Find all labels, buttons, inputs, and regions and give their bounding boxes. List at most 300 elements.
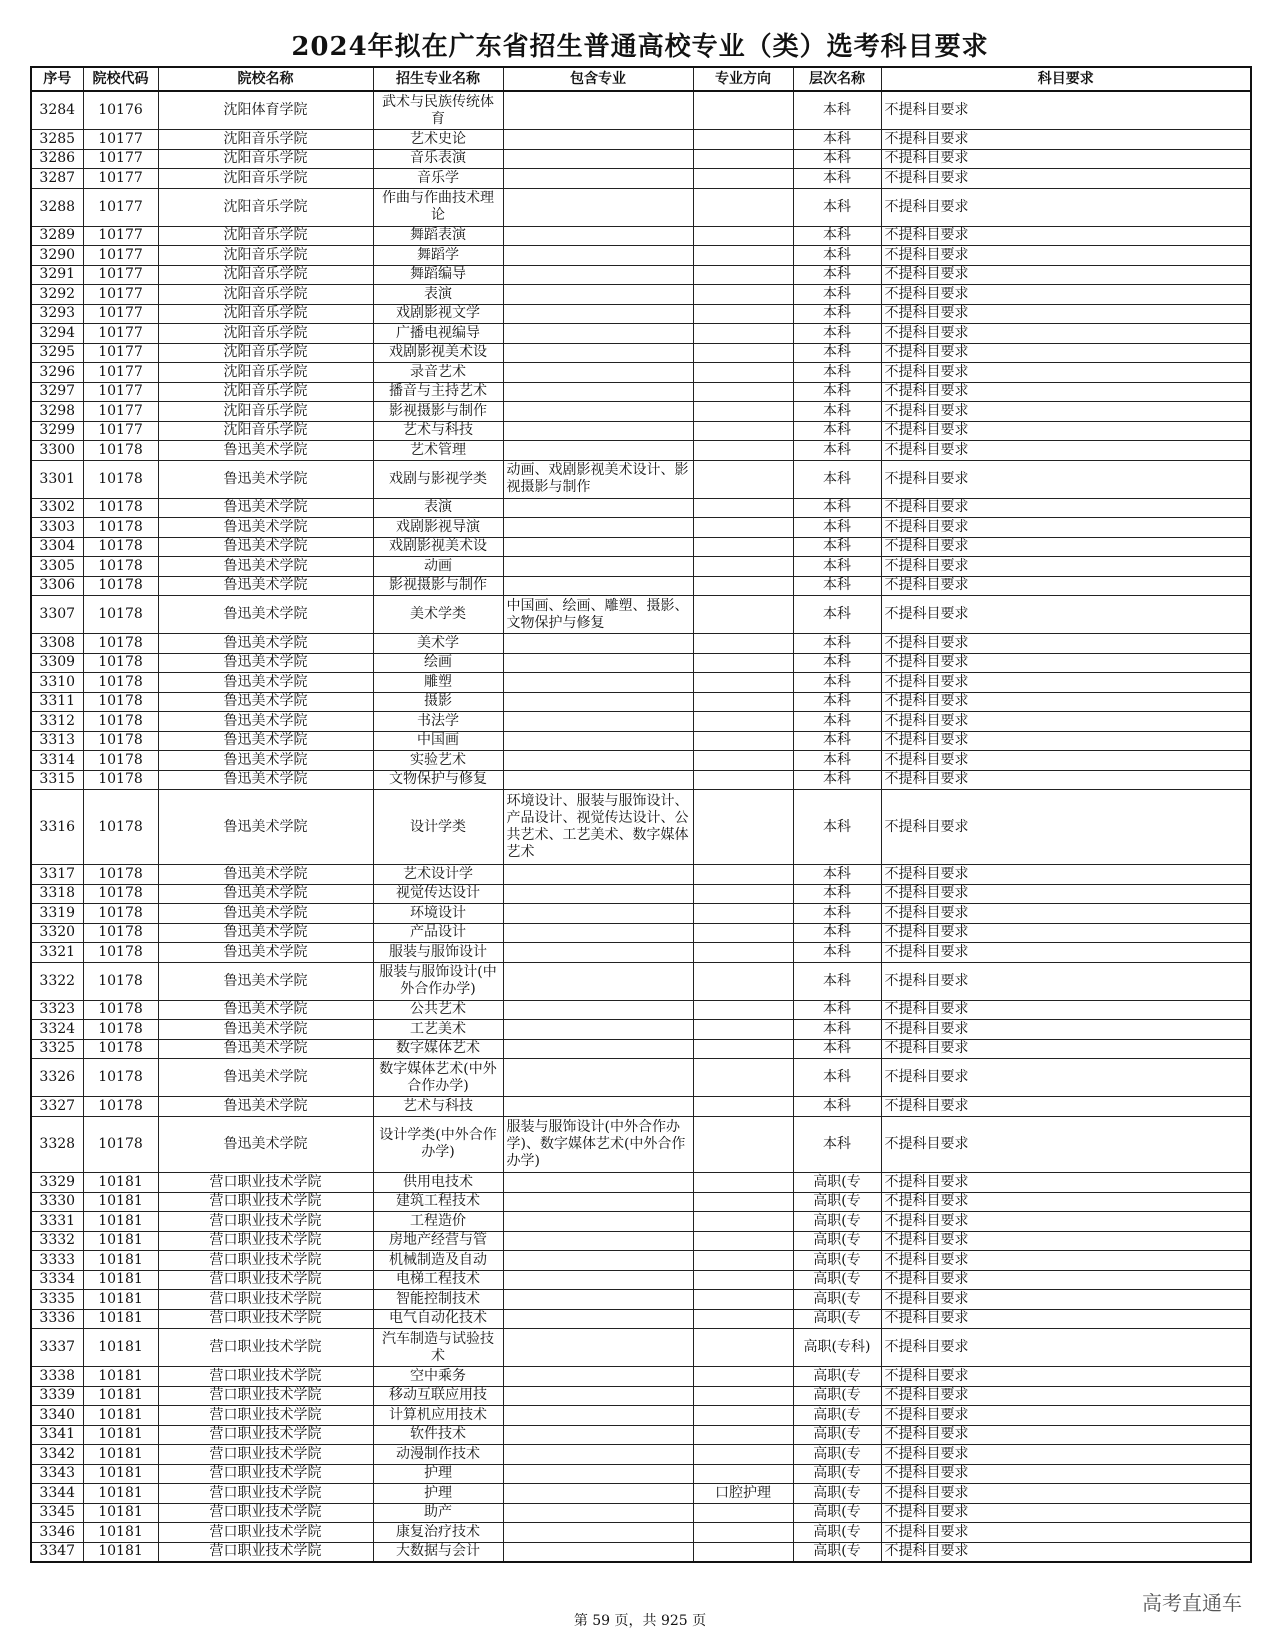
cell-seq: 3318 [31,884,83,904]
cell-level: 本科 [793,673,881,693]
cell-school-code: 10178 [83,865,158,885]
cell-school-code: 10181 [83,1386,158,1406]
table-row [31,751,1251,771]
cell-school-name: 沈阳音乐学院 [158,149,373,169]
cell-requirement: 不提科目要求 [881,1309,1251,1329]
cell-level: 高职(专 [793,1542,881,1562]
cell-school-name: 沈阳音乐学院 [158,343,373,363]
cell-direction [693,285,793,305]
cell-seq: 3339 [31,1386,83,1406]
cell-includes [503,1059,693,1097]
cell-includes [503,712,693,732]
cell-major: 播音与主持艺术 [373,382,503,402]
cell-direction [693,304,793,324]
cell-level: 本科 [793,363,881,383]
cell-seq: 3296 [31,363,83,383]
table-row [31,557,1251,577]
cell-direction [693,1270,793,1290]
cell-school-name: 鲁迅美术学院 [158,441,373,461]
cell-level: 本科 [793,962,881,1000]
cell-direction [693,1425,793,1445]
cell-seq: 3304 [31,537,83,557]
cell-includes [503,1309,693,1329]
cell-school-name: 鲁迅美术学院 [158,904,373,924]
cell-seq: 3326 [31,1059,83,1097]
cell-level: 本科 [793,421,881,441]
cell-requirement: 不提科目要求 [881,1097,1251,1117]
cell-school-name: 营口职业技术学院 [158,1425,373,1445]
cell-school-code: 10181 [83,1231,158,1251]
cell-seq: 3334 [31,1270,83,1290]
cell-level: 本科 [793,1116,881,1173]
col-header-level: 层次名称 [793,67,881,91]
cell-school-code: 10178 [83,653,158,673]
cell-seq: 3315 [31,770,83,790]
cell-major: 环境设计 [373,904,503,924]
cell-major: 数字媒体艺术 [373,1039,503,1059]
cell-school-code: 10177 [83,246,158,266]
cell-direction [693,91,793,130]
cell-includes [503,421,693,441]
cell-major: 供用电技术 [373,1173,503,1193]
cell-school-code: 10177 [83,226,158,246]
cell-requirement: 不提科目要求 [881,962,1251,1000]
cell-school-code: 10177 [83,363,158,383]
cell-direction [693,1542,793,1562]
cell-major: 摄影 [373,692,503,712]
cell-major: 移动互联应用技 [373,1386,503,1406]
cell-direction [693,1173,793,1193]
cell-level: 本科 [793,923,881,943]
cell-seq: 3324 [31,1020,83,1040]
cell-school-name: 鲁迅美术学院 [158,576,373,596]
cell-direction [693,557,793,577]
cell-major: 雕塑 [373,673,503,693]
cell-school-code: 10178 [83,576,158,596]
cell-requirement: 不提科目要求 [881,1406,1251,1426]
cell-includes [503,1020,693,1040]
cell-school-code: 10181 [83,1406,158,1426]
cell-requirement: 不提科目要求 [881,518,1251,538]
cell-seq: 3332 [31,1231,83,1251]
cell-requirement: 不提科目要求 [881,692,1251,712]
cell-school-code: 10178 [83,596,158,634]
cell-level: 本科 [793,343,881,363]
cell-school-name: 鲁迅美术学院 [158,712,373,732]
cell-school-code: 10177 [83,343,158,363]
cell-seq: 3292 [31,285,83,305]
cell-major: 中国画 [373,731,503,751]
cell-seq: 3305 [31,557,83,577]
cell-requirement: 不提科目要求 [881,790,1251,865]
cell-school-name: 鲁迅美术学院 [158,790,373,865]
cell-school-name: 沈阳音乐学院 [158,226,373,246]
col-header-direction: 专业方向 [693,67,793,91]
cell-level: 本科 [793,324,881,344]
cell-seq: 3300 [31,441,83,461]
cell-school-code: 10181 [83,1542,158,1562]
cell-includes [503,1270,693,1290]
cell-direction [693,246,793,266]
cell-requirement: 不提科目要求 [881,1192,1251,1212]
cell-seq: 3298 [31,402,83,422]
table-row [31,130,1251,150]
cell-school-code: 10181 [83,1329,158,1367]
cell-level: 本科 [793,1059,881,1097]
cell-requirement: 不提科目要求 [881,1445,1251,1465]
cell-school-code: 10177 [83,149,158,169]
cell-level: 本科 [793,402,881,422]
cell-level: 本科 [793,226,881,246]
cell-includes [503,943,693,963]
cell-direction [693,1231,793,1251]
cell-direction [693,962,793,1000]
cell-requirement: 不提科目要求 [881,731,1251,751]
cell-seq: 3288 [31,188,83,226]
cell-school-name: 沈阳音乐学院 [158,363,373,383]
cell-direction [693,343,793,363]
cell-level: 高职(专 [793,1484,881,1504]
table-row [31,884,1251,904]
cell-major: 计算机应用技术 [373,1406,503,1426]
table-row [31,692,1251,712]
cell-school-code: 10181 [83,1309,158,1329]
cell-level: 高职(专 [793,1192,881,1212]
table-row [31,1000,1251,1020]
cell-includes [503,226,693,246]
cell-direction [693,1309,793,1329]
cell-requirement: 不提科目要求 [881,923,1251,943]
cell-school-name: 鲁迅美术学院 [158,1020,373,1040]
cell-direction [693,634,793,654]
cell-includes [503,884,693,904]
cell-requirement: 不提科目要求 [881,1251,1251,1271]
cell-requirement: 不提科目要求 [881,1386,1251,1406]
cell-level: 高职(专 [793,1309,881,1329]
cell-seq: 3306 [31,576,83,596]
cell-school-code: 10178 [83,1000,158,1020]
cell-school-name: 营口职业技术学院 [158,1542,373,1562]
cell-major: 实验艺术 [373,751,503,771]
cell-school-name: 沈阳音乐学院 [158,382,373,402]
cell-includes [503,1523,693,1543]
cell-major: 建筑工程技术 [373,1192,503,1212]
cell-requirement: 不提科目要求 [881,1212,1251,1232]
cell-level: 高职(专科) [793,1329,881,1367]
cell-major: 书法学 [373,712,503,732]
cell-school-name: 营口职业技术学院 [158,1445,373,1465]
cell-school-name: 鲁迅美术学院 [158,943,373,963]
cell-requirement: 不提科目要求 [881,498,1251,518]
cell-major: 产品设计 [373,923,503,943]
cell-school-name: 营口职业技术学院 [158,1173,373,1193]
cell-includes [503,865,693,885]
cell-direction [693,923,793,943]
cell-school-code: 10178 [83,731,158,751]
cell-direction [693,751,793,771]
cell-direction [693,402,793,422]
cell-includes [503,1231,693,1251]
cell-includes [503,962,693,1000]
cell-major: 武术与民族传统体育 [373,91,503,130]
cell-school-code: 10181 [83,1290,158,1310]
cell-requirement: 不提科目要求 [881,904,1251,924]
cell-level: 本科 [793,1097,881,1117]
cell-includes [503,382,693,402]
table-row [31,1290,1251,1310]
cell-level: 高职(专 [793,1464,881,1484]
table-row [31,1503,1251,1523]
cell-school-code: 10178 [83,518,158,538]
table-row [31,1173,1251,1193]
cell-includes [503,1464,693,1484]
cell-includes [503,1097,693,1117]
cell-school-code: 10178 [83,790,158,865]
cell-requirement: 不提科目要求 [881,634,1251,654]
page-number: 第 59 页，共 925 页 [573,1613,707,1629]
cell-school-code: 10181 [83,1367,158,1387]
cell-school-name: 鲁迅美术学院 [158,460,373,498]
table-row [31,169,1251,189]
cell-includes [503,731,693,751]
cell-major: 舞蹈学 [373,246,503,266]
cell-requirement: 不提科目要求 [881,1484,1251,1504]
cell-requirement: 不提科目要求 [881,1290,1251,1310]
cell-direction [693,576,793,596]
cell-school-name: 鲁迅美术学院 [158,770,373,790]
requirements-table [30,66,1252,1563]
cell-includes [503,751,693,771]
cell-seq: 3325 [31,1039,83,1059]
cell-seq: 3329 [31,1173,83,1193]
cell-level: 本科 [793,188,881,226]
table-row [31,188,1251,226]
table-row [31,1309,1251,1329]
table-row [31,1192,1251,1212]
cell-includes [503,1290,693,1310]
table-row [31,596,1251,634]
cell-school-code: 10178 [83,712,158,732]
col-header-code: 院校代码 [83,67,158,91]
cell-school-name: 营口职业技术学院 [158,1464,373,1484]
cell-school-name: 鲁迅美术学院 [158,1097,373,1117]
cell-requirement: 不提科目要求 [881,557,1251,577]
cell-level: 高职(专 [793,1503,881,1523]
cell-seq: 3307 [31,596,83,634]
cell-major: 公共艺术 [373,1000,503,1020]
table-row [31,1097,1251,1117]
cell-major: 美术学 [373,634,503,654]
cell-level: 本科 [793,498,881,518]
cell-school-code: 10178 [83,943,158,963]
cell-seq: 3340 [31,1406,83,1426]
cell-seq: 3311 [31,692,83,712]
cell-level: 本科 [793,692,881,712]
table-row [31,1445,1251,1465]
cell-direction [693,865,793,885]
cell-includes [503,518,693,538]
cell-includes [503,1329,693,1367]
cell-school-name: 鲁迅美术学院 [158,731,373,751]
cell-school-code: 10181 [83,1251,158,1271]
table-row [31,712,1251,732]
cell-school-name: 营口职业技术学院 [158,1192,373,1212]
cell-school-code: 10177 [83,304,158,324]
cell-school-code: 10178 [83,673,158,693]
cell-direction [693,169,793,189]
cell-seq: 3301 [31,460,83,498]
cell-direction [693,382,793,402]
cell-major: 艺术与科技 [373,1097,503,1117]
cell-requirement: 不提科目要求 [881,363,1251,383]
cell-seq: 3287 [31,169,83,189]
table-row [31,1542,1251,1562]
cell-school-name: 营口职业技术学院 [158,1231,373,1251]
table-row [31,285,1251,305]
col-header-major: 招生专业名称 [373,67,503,91]
cell-seq: 3314 [31,751,83,771]
cell-includes [503,923,693,943]
cell-school-code: 10177 [83,382,158,402]
cell-requirement: 不提科目要求 [881,285,1251,305]
cell-major: 影视摄影与制作 [373,402,503,422]
cell-school-code: 10178 [83,1059,158,1097]
table-row [31,1231,1251,1251]
cell-level: 本科 [793,382,881,402]
cell-school-name: 沈阳音乐学院 [158,265,373,285]
cell-seq: 3291 [31,265,83,285]
cell-level: 本科 [793,460,881,498]
cell-includes [503,653,693,673]
table-row [31,537,1251,557]
cell-school-code: 10176 [83,91,158,130]
cell-includes [503,324,693,344]
cell-includes [503,557,693,577]
cell-direction [693,653,793,673]
cell-includes [503,1445,693,1465]
table-row [31,1116,1251,1173]
cell-school-code: 10177 [83,402,158,422]
cell-school-name: 鲁迅美术学院 [158,634,373,654]
cell-school-name: 营口职业技术学院 [158,1290,373,1310]
cell-requirement: 不提科目要求 [881,1367,1251,1387]
cell-major: 录音艺术 [373,363,503,383]
cell-direction [693,790,793,865]
cell-seq: 3295 [31,343,83,363]
cell-requirement: 不提科目要求 [881,324,1251,344]
cell-direction [693,884,793,904]
table-row [31,1425,1251,1445]
cell-requirement: 不提科目要求 [881,884,1251,904]
cell-school-name: 沈阳音乐学院 [158,324,373,344]
cell-school-name: 鲁迅美术学院 [158,498,373,518]
cell-school-name: 沈阳体育学院 [158,91,373,130]
cell-seq: 3320 [31,923,83,943]
cell-seq: 3290 [31,246,83,266]
cell-level: 本科 [793,634,881,654]
cell-level: 高职(专 [793,1386,881,1406]
cell-requirement: 不提科目要求 [881,1173,1251,1193]
cell-seq: 3337 [31,1329,83,1367]
cell-school-name: 营口职业技术学院 [158,1406,373,1426]
cell-seq: 3347 [31,1542,83,1562]
cell-requirement: 不提科目要求 [881,304,1251,324]
cell-school-code: 10177 [83,169,158,189]
cell-includes [503,904,693,924]
cell-school-code: 10181 [83,1523,158,1543]
cell-major: 助产 [373,1503,503,1523]
cell-seq: 3297 [31,382,83,402]
cell-school-name: 营口职业技术学院 [158,1270,373,1290]
cell-seq: 3333 [31,1251,83,1271]
cell-major: 戏剧影视文学 [373,304,503,324]
cell-seq: 3328 [31,1116,83,1173]
cell-level: 高职(专 [793,1445,881,1465]
cell-school-name: 鲁迅美术学院 [158,692,373,712]
table-row [31,343,1251,363]
table-row [31,1406,1251,1426]
cell-level: 本科 [793,865,881,885]
cell-requirement: 不提科目要求 [881,226,1251,246]
cell-major: 电气自动化技术 [373,1309,503,1329]
cell-includes [503,91,693,130]
cell-direction: 口腔护理 [693,1484,793,1504]
cell-direction [693,149,793,169]
cell-major: 舞蹈编导 [373,265,503,285]
cell-seq: 3346 [31,1523,83,1543]
cell-requirement: 不提科目要求 [881,169,1251,189]
cell-school-name: 鲁迅美术学院 [158,884,373,904]
cell-includes [503,285,693,305]
page-title: 2024年拟在广东省招生普通高校专业（类）选考科目要求 [291,32,989,62]
cell-seq: 3303 [31,518,83,538]
cell-direction [693,1192,793,1212]
cell-level: 本科 [793,904,881,924]
cell-requirement: 不提科目要求 [881,441,1251,461]
table-row [31,634,1251,654]
cell-direction [693,1000,793,1020]
cell-major: 艺术设计学 [373,865,503,885]
cell-school-code: 10178 [83,923,158,943]
cell-major: 戏剧影视导演 [373,518,503,538]
cell-seq: 3309 [31,653,83,673]
cell-includes [503,149,693,169]
cell-school-code: 10178 [83,1039,158,1059]
table-row [31,226,1251,246]
cell-level: 高职(专 [793,1425,881,1445]
table-row [31,770,1251,790]
cell-major: 设计学类(中外合作办学) [373,1116,503,1173]
table-row [31,923,1251,943]
cell-school-name: 鲁迅美术学院 [158,1000,373,1020]
cell-seq: 3310 [31,673,83,693]
cell-includes [503,576,693,596]
cell-seq: 3322 [31,962,83,1000]
cell-requirement: 不提科目要求 [881,246,1251,266]
cell-includes [503,246,693,266]
cell-school-name: 鲁迅美术学院 [158,1059,373,1097]
cell-seq: 3312 [31,712,83,732]
cell-seq: 3294 [31,324,83,344]
cell-requirement: 不提科目要求 [881,770,1251,790]
cell-includes: 服装与服饰设计(中外合作办学)、数字媒体艺术(中外合作办学) [503,1116,693,1173]
cell-includes [503,692,693,712]
cell-requirement: 不提科目要求 [881,265,1251,285]
cell-includes [503,130,693,150]
cell-direction [693,537,793,557]
table-row [31,673,1251,693]
cell-direction [693,1251,793,1271]
